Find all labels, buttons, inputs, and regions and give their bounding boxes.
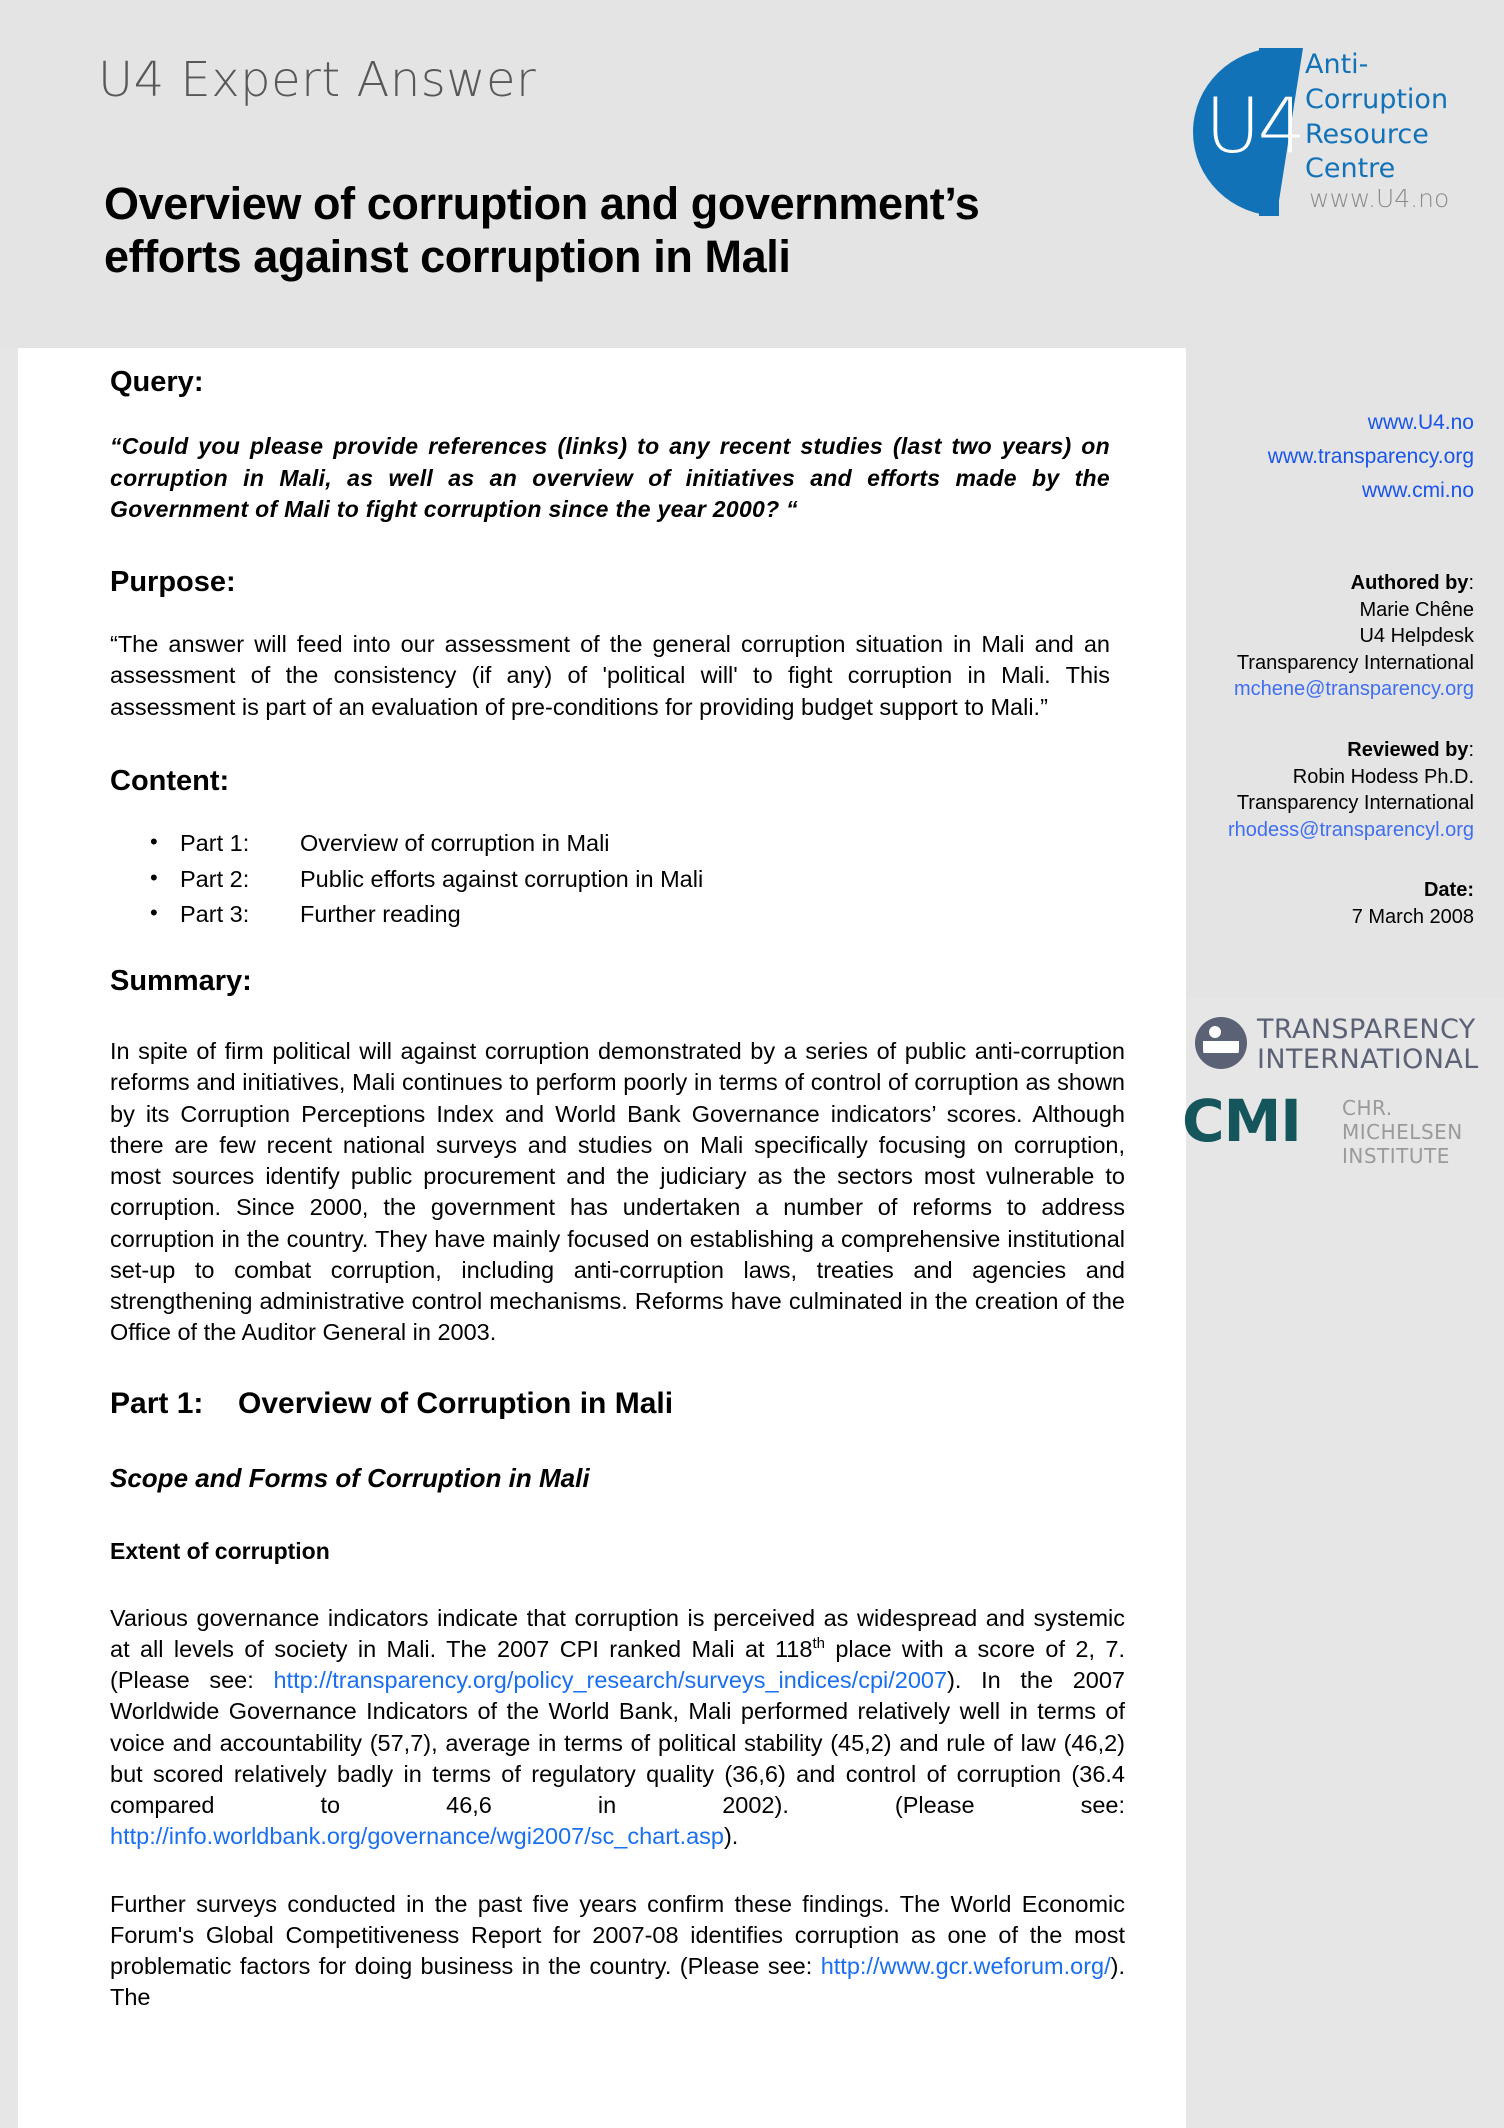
u4-logo-line-2: Corruption bbox=[1305, 83, 1449, 115]
list-item bbox=[110, 826, 1130, 862]
reviewed-by-block bbox=[1214, 737, 1474, 843]
para1-part-a: Various governance indicators indicate that corruption is perceived as widespread and systemic at all levels of society in Mali. The 2007 CPI ranked Mali at 118 bbox=[110, 1604, 1125, 1662]
reviewed-by-label: Reviewed by: bbox=[1347, 739, 1474, 762]
extent-heading: Extent of corruption bbox=[110, 1537, 330, 1564]
page-title: Overview of corruption and government’s efforts against corruption in Mali bbox=[104, 178, 980, 282]
part1-number: Part 1: bbox=[110, 1386, 204, 1420]
part1-heading bbox=[110, 1387, 1130, 1421]
u4-logo-mark: U4 bbox=[1205, 81, 1303, 170]
gcr-weforum-link[interactable]: http://www.gcr.weforum.org/ bbox=[820, 1953, 1111, 1980]
paragraph-extent-1 bbox=[110, 1603, 1125, 1853]
content-item-label: Part 1: bbox=[180, 829, 250, 856]
list-item bbox=[110, 897, 1130, 933]
content-item-label: Part 3: bbox=[180, 901, 250, 928]
para2-part-b: ). The bbox=[110, 1953, 1125, 2011]
sidebar-links bbox=[1214, 406, 1474, 508]
authored-by-label-text: Authored by bbox=[1350, 572, 1469, 595]
cmi-wordmark-line-2: MICHELSEN bbox=[1342, 1120, 1463, 1144]
ti-wordmark-line-2: INTERNATIONAL bbox=[1257, 1044, 1479, 1076]
para1-ordinal-suffix: th bbox=[812, 1635, 825, 1653]
cpi-2007-link[interactable]: http://transparency.org/policy_research/surveys_indices/cpi/2007 bbox=[273, 1667, 948, 1694]
sidebar-inner bbox=[1214, 348, 1474, 931]
content-item-label: Part 2: bbox=[180, 865, 250, 892]
document-body bbox=[110, 348, 1130, 2014]
query-heading: Query: bbox=[110, 366, 204, 398]
para1-part-b: place with a score of 2, 7. (Please see: bbox=[110, 1635, 1125, 1694]
ti-wordmark-line-1: TRANSPARENCY bbox=[1257, 1014, 1476, 1045]
reviewed-by-label-text: Reviewed by bbox=[1347, 739, 1469, 762]
worldbank-wgi-link[interactable]: http://info.worldbank.org/governance/wgi2007/sc_chart.asp bbox=[110, 1823, 724, 1850]
authored-by-block bbox=[1214, 570, 1474, 703]
para2-part-a: Further surveys conducted in the past five years confirm these findings. The World Economic Forum's Global Competitiveness Report for 2007-08 identifies corruption as one of the most problematic factors for doing business in the country. (Please see: bbox=[110, 1890, 1125, 1980]
para1-part-d: ). bbox=[723, 1823, 739, 1850]
u4-logo-line-3: Resource bbox=[1305, 118, 1429, 150]
sidebar-link-transparency[interactable]: www.transparency.org bbox=[1267, 445, 1474, 469]
summary-text: In spite of firm political will against corruption demonstrated by a series of public anti-corruption reforms and initiatives, Mali continues to perform poorly in terms of control of corruption as shown by its Corruption Perceptions Index and World Bank Governance indicators’ scores. Although there are few recent national surveys and studies on Mali specifically focusing on corruption, most sources identify public procurement and the judiciary as the sectors most vulnerable to corruption. Since 2000, the government has undertaken a number of reforms to address corruption in the country. They have mainly focused on establishing a comprehensive institutional set-up to combat corruption, including anti-corruption laws, treaties and agencies and strengthening administrative control mechanisms. Reforms have culminated in the creation of the Office of the Auditor General in 2003. bbox=[110, 1038, 1125, 1346]
u4-logo-wordmark bbox=[1305, 48, 1448, 187]
para1-part-c: ). In the 2007 Worldwide Governance Indicators of the World Bank, Mali performed relatively well in terms of voice and accountability (57,7), average in terms of political stability (45,2) and rule of law (46,2) but scored relatively badly in terms of regulatory quality (36,6) and control of corruption (36.4 compared to 46,6 in 2002). (Please see: bbox=[110, 1667, 1125, 1819]
cmi-wordmark-line-3: INSTITUTE bbox=[1342, 1144, 1450, 1168]
scope-heading: Scope and Forms of Corruption in Mali bbox=[110, 1462, 590, 1493]
date-label: Date: bbox=[1423, 879, 1474, 902]
paragraph-extent-2 bbox=[110, 1889, 1125, 2014]
authored-by-label: Authored by: bbox=[1350, 572, 1474, 595]
document-page bbox=[18, 348, 1186, 2128]
reviewer-organisation: Transparency International bbox=[1236, 792, 1474, 815]
sidebar-link-cmi[interactable]: www.cmi.no bbox=[1361, 479, 1474, 503]
u4-logo bbox=[1193, 48, 1453, 220]
cmi-logo bbox=[1182, 1087, 1482, 1168]
info-sidebar bbox=[1186, 348, 1504, 998]
purpose-text: “The answer will feed into our assessment of the general corruption situation in Mali and an assessment of the consistency (if any) of 'political will' to fight corruption in Mali. This assessment is part of an evaluation of pre-conditions for providing budget support to Mali.” bbox=[110, 631, 1110, 720]
author-email[interactable]: mchene@transparency.org bbox=[1233, 678, 1474, 701]
author-name: Marie Chêne bbox=[1359, 598, 1474, 621]
purpose-heading: Purpose: bbox=[110, 566, 236, 599]
sidebar-link-u4[interactable]: www.U4.no bbox=[1367, 411, 1474, 434]
date-block bbox=[1214, 877, 1474, 930]
content-item-text: Overview of corruption in Mali bbox=[300, 829, 610, 856]
author-desk: U4 Helpdesk bbox=[1359, 625, 1474, 648]
list-item bbox=[110, 862, 1130, 898]
content-item-text: Public efforts against corruption in Mali bbox=[300, 865, 704, 892]
ti-wordmark bbox=[1257, 1015, 1479, 1075]
ti-globe-icon bbox=[1195, 1017, 1247, 1069]
u4-logo-line-1: Anti- bbox=[1305, 49, 1369, 80]
author-organisation: Transparency International bbox=[1236, 651, 1474, 674]
u4-logo-line-4: Centre bbox=[1305, 153, 1396, 185]
cmi-mark: CMI bbox=[1182, 1087, 1301, 1155]
header-band bbox=[0, 0, 1504, 348]
transparency-international-logo bbox=[1195, 1014, 1479, 1077]
date-value: 7 March 2008 bbox=[1351, 905, 1474, 928]
cmi-wordmark-line-1: CHR. bbox=[1342, 1096, 1393, 1120]
reviewer-email[interactable]: rhodess@transparencyl.org bbox=[1228, 818, 1474, 841]
cmi-wordmark bbox=[1342, 1096, 1463, 1168]
content-item-text: Further reading bbox=[300, 901, 461, 928]
part1-title: Overview of Corruption in Mali bbox=[238, 1386, 674, 1420]
reviewer-name: Robin Hodess Ph.D. bbox=[1292, 765, 1474, 788]
u4-logo-url: www.U4.no bbox=[1309, 184, 1450, 213]
content-heading: Content: bbox=[110, 764, 230, 797]
masthead-logo-text: U4 Expert Answer bbox=[98, 52, 537, 108]
query-text: “Could you please provide references (links) to any recent studies (last two years) on corruption in Mali, as well as an overview of initiatives and efforts made by the Government of Mali to fight corruption since the year 2000? “ bbox=[110, 433, 1110, 523]
content-list bbox=[110, 826, 1130, 933]
summary-heading: Summary: bbox=[110, 965, 252, 998]
